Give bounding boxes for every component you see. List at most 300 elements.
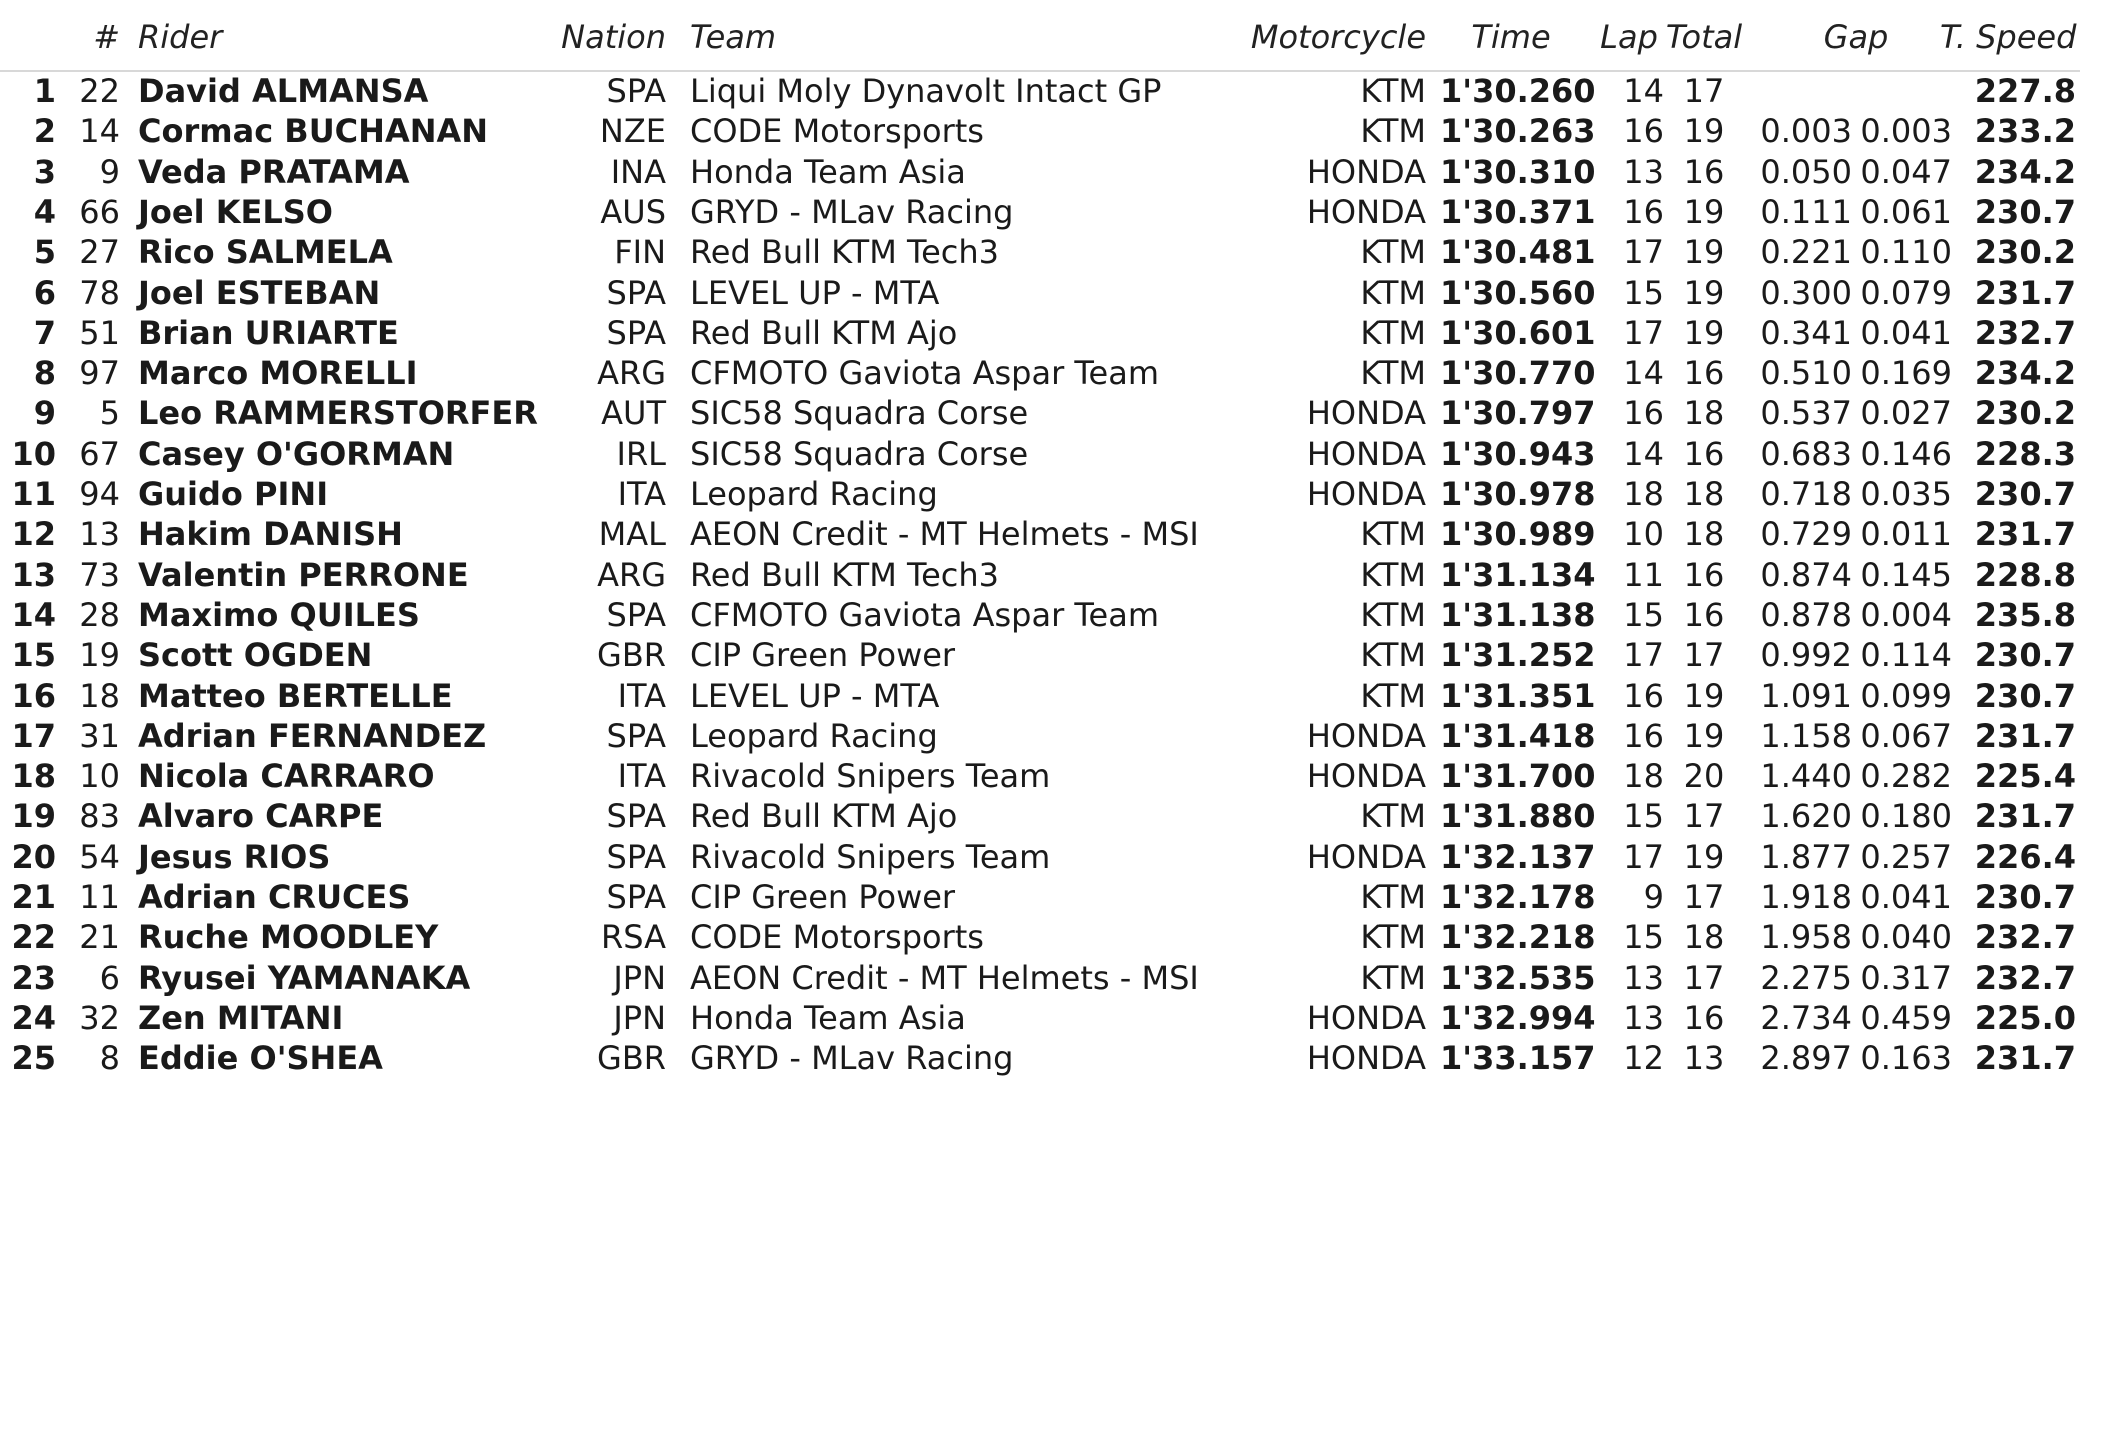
lap-time-cell: 1'32.218 [1440,918,1596,957]
rider-number-cell: 21 [79,918,120,957]
header-lap: Lap [1600,18,1658,56]
rider-number-cell: 31 [79,716,120,755]
header-team: Team [690,18,777,56]
top-speed-cell: 234.2 [1974,152,2076,191]
nation-cell: JPN [613,958,666,997]
total-laps-cell: 18 [1683,475,1725,513]
header-rider: Rider [138,18,223,56]
best-lap-cell: 9 [1643,878,1664,916]
nation-cell: SPA [606,716,666,755]
total-laps-cell: 19 [1683,676,1725,715]
motorcycle-cell: KTM [1360,555,1426,594]
motorcycle-cell: KTM [1360,676,1426,715]
lap-time-cell: 1'30.943 [1440,434,1596,473]
lap-time-cell: 1'32.178 [1440,878,1596,916]
rider-name-cell: David ALMANSA [138,72,429,110]
gap-previous-cell: 0.067 [1860,716,1952,755]
motorcycle-cell: KTM [1360,595,1426,634]
nation-cell: SPA [606,595,666,634]
rider-name-cell: Nicola CARRARO [138,757,435,796]
gap-previous-cell: 0.145 [1860,555,1952,594]
nation-cell: NZE [599,112,666,151]
motorcycle-cell: HONDA [1306,152,1426,191]
gap-first-cell: 0.874 [1760,555,1852,594]
best-lap-cell: 16 [1623,394,1664,433]
motorcycle-cell: KTM [1360,797,1426,836]
best-lap-cell: 18 [1623,757,1664,796]
lap-time-cell: 1'33.157 [1440,1039,1596,1078]
position-cell: 10 [11,434,56,473]
team-cell: GRYD - MLav Racing [690,192,1014,231]
total-laps-cell: 16 [1683,434,1725,473]
gap-first-cell: 1.091 [1760,676,1852,715]
rider-number-cell: 94 [79,475,120,513]
rider-number-cell: 8 [99,1039,120,1078]
lap-time-cell: 1'31.880 [1440,797,1596,836]
position-cell: 23 [11,958,56,997]
team-cell: Honda Team Asia [690,152,966,191]
position-cell: 6 [33,273,56,312]
rider-number-cell: 6 [99,958,120,997]
rider-number-cell: 19 [79,636,120,675]
motorcycle-cell: HONDA [1306,716,1426,755]
gap-first-cell: 0.300 [1760,273,1852,312]
header-nation: Nation [561,18,666,56]
rider-number-cell: 5 [99,394,120,433]
motorcycle-cell: KTM [1360,878,1426,916]
lap-time-cell: 1'30.989 [1440,515,1596,554]
nation-cell: GBR [597,636,666,675]
gap-previous-cell: 0.011 [1860,515,1952,554]
rider-number-cell: 11 [79,878,120,916]
position-cell: 11 [11,475,56,513]
rider-number-cell: 51 [79,313,120,352]
rider-number-cell: 18 [79,676,120,715]
gap-previous-cell: 0.079 [1860,273,1952,312]
position-cell: 5 [33,233,56,272]
rider-number-cell: 67 [79,434,120,473]
best-lap-cell: 17 [1623,233,1664,272]
top-speed-cell: 230.7 [1974,192,2076,231]
lap-time-cell: 1'30.770 [1440,354,1596,393]
motorcycle-cell: KTM [1360,515,1426,554]
header-motorcycle: Motorcycle [1250,18,1426,56]
team-cell: CODE Motorsports [690,918,984,957]
motorcycle-cell: KTM [1360,958,1426,997]
gap-first-cell: 0.221 [1760,233,1852,272]
best-lap-cell: 11 [1623,555,1664,594]
rider-number-cell: 10 [79,757,120,796]
total-laps-cell: 17 [1683,797,1725,836]
gap-first-cell: 1.620 [1760,797,1852,836]
motorcycle-cell: HONDA [1306,757,1426,796]
total-laps-cell: 18 [1683,515,1725,554]
motorcycle-cell: KTM [1360,72,1426,110]
team-cell: Honda Team Asia [690,998,966,1037]
rider-name-cell: Joel ESTEBAN [138,273,381,312]
position-cell: 12 [11,515,56,554]
rider-name-cell: Alvaro CARPE [138,797,384,836]
lap-time-cell: 1'30.260 [1440,72,1596,110]
nation-cell: AUS [600,192,666,231]
total-laps-cell: 16 [1683,998,1725,1037]
team-cell: AEON Credit - MT Helmets - MSI [690,958,1199,997]
top-speed-cell: 231.7 [1974,797,2076,836]
team-cell: GRYD - MLav Racing [690,1039,1014,1078]
gap-first-cell: 0.729 [1760,515,1852,554]
gap-previous-cell: 0.317 [1860,958,1952,997]
nation-cell: ITA [617,757,666,796]
best-lap-cell: 14 [1623,354,1664,393]
nation-cell: AUT [601,394,666,433]
rider-name-cell: Rico SALMELA [138,233,393,272]
nation-cell: SPA [606,878,666,916]
table-header [0,0,2080,72]
total-laps-cell: 20 [1683,757,1725,796]
rider-number-cell: 83 [79,797,120,836]
gap-previous-cell: 0.169 [1860,354,1952,393]
position-cell: 18 [11,757,56,796]
position-cell: 9 [33,394,56,433]
total-laps-cell: 19 [1683,192,1725,231]
lap-time-cell: 1'31.134 [1440,555,1596,594]
motorcycle-cell: HONDA [1306,394,1426,433]
gap-first-cell: 1.877 [1760,837,1852,876]
position-cell: 22 [11,918,56,957]
top-speed-cell: 226.4 [1974,837,2076,876]
top-speed-cell: 230.2 [1974,394,2076,433]
motorcycle-cell: KTM [1360,273,1426,312]
top-speed-cell: 231.7 [1974,716,2076,755]
rider-name-cell: Cormac BUCHANAN [138,112,489,151]
team-cell: CIP Green Power [690,636,956,675]
top-speed-cell: 232.7 [1974,918,2076,957]
gap-first-cell: 0.878 [1760,595,1852,634]
rider-number-cell: 9 [99,152,120,191]
gap-previous-cell: 0.041 [1860,313,1952,352]
team-cell: CFMOTO Gaviota Aspar Team [690,595,1159,634]
position-cell: 3 [33,152,56,191]
rider-number-cell: 28 [79,595,120,634]
best-lap-cell: 16 [1623,192,1664,231]
gap-previous-cell: 0.040 [1860,918,1952,957]
team-cell: CFMOTO Gaviota Aspar Team [690,354,1159,393]
team-cell: Rivacold Snipers Team [690,757,1051,796]
top-speed-cell: 225.0 [1974,998,2076,1037]
top-speed-cell: 234.2 [1974,354,2076,393]
gap-first-cell: 0.510 [1760,354,1852,393]
rider-name-cell: Guido PINI [138,475,329,513]
gap-first-cell: 0.992 [1760,636,1852,675]
nation-cell: IRL [616,434,666,473]
position-cell: 1 [33,72,56,110]
total-laps-cell: 17 [1683,878,1725,916]
position-cell: 4 [33,192,56,231]
rider-name-cell: Zen MITANI [138,998,344,1037]
position-cell: 8 [33,354,56,393]
best-lap-cell: 13 [1623,958,1664,997]
nation-cell: GBR [597,1039,666,1078]
best-lap-cell: 14 [1623,72,1664,110]
rider-name-cell: Veda PRATAMA [138,152,410,191]
total-laps-cell: 19 [1683,313,1725,352]
total-laps-cell: 18 [1683,394,1725,433]
top-speed-cell: 231.7 [1974,515,2076,554]
header-gap: Gap [1823,18,1889,56]
lap-time-cell: 1'30.263 [1440,112,1596,151]
top-speed-cell: 228.3 [1974,434,2076,473]
lap-time-cell: 1'32.137 [1440,837,1596,876]
top-speed-cell: 230.7 [1974,636,2076,675]
nation-cell: JPN [613,998,666,1037]
rider-number-cell: 78 [79,273,120,312]
total-laps-cell: 13 [1683,1039,1725,1078]
lap-time-cell: 1'32.535 [1440,958,1596,997]
motorcycle-cell: KTM [1360,636,1426,675]
best-lap-cell: 18 [1623,475,1664,513]
rider-name-cell: Scott OGDEN [138,636,373,675]
rider-name-cell: Maximo QUILES [138,595,420,634]
nation-cell: SPA [606,797,666,836]
top-speed-cell: 230.2 [1974,233,2076,272]
lap-time-cell: 1'31.700 [1440,757,1596,796]
gap-previous-cell: 0.003 [1860,112,1952,151]
best-lap-cell: 17 [1623,313,1664,352]
gap-first-cell: 0.050 [1760,152,1852,191]
lap-time-cell: 1'30.481 [1440,233,1596,272]
total-laps-cell: 17 [1683,958,1725,997]
team-cell: Leopard Racing [690,475,938,513]
total-laps-cell: 19 [1683,716,1725,755]
team-cell: SIC58 Squadra Corse [690,434,1029,473]
top-speed-cell: 231.7 [1974,273,2076,312]
motorcycle-cell: HONDA [1306,837,1426,876]
best-lap-cell: 17 [1623,636,1664,675]
team-cell: Rivacold Snipers Team [690,837,1051,876]
rider-name-cell: Adrian CRUCES [138,878,411,916]
gap-previous-cell: 0.035 [1860,475,1952,513]
motorcycle-cell: HONDA [1306,1039,1426,1078]
motorcycle-cell: KTM [1360,112,1426,151]
total-laps-cell: 16 [1683,354,1725,393]
top-speed-cell: 235.8 [1974,595,2076,634]
gap-previous-cell: 0.041 [1860,878,1952,916]
position-cell: 7 [33,313,56,352]
team-cell: Red Bull KTM Tech3 [690,555,1000,594]
best-lap-cell: 14 [1623,434,1664,473]
lap-time-cell: 1'31.252 [1440,636,1596,675]
motorcycle-cell: KTM [1360,918,1426,957]
total-laps-cell: 16 [1683,555,1725,594]
rider-number-cell: 27 [79,233,120,272]
nation-cell: RSA [600,918,666,957]
top-speed-cell: 225.4 [1974,757,2076,796]
best-lap-cell: 15 [1623,918,1664,957]
total-laps-cell: 19 [1683,112,1725,151]
best-lap-cell: 15 [1623,273,1664,312]
lap-time-cell: 1'31.351 [1440,676,1596,715]
total-laps-cell: 19 [1683,233,1725,272]
top-speed-cell: 232.7 [1974,313,2076,352]
team-cell: Liqui Moly Dynavolt Intact GP [690,72,1162,110]
gap-previous-cell: 0.163 [1860,1039,1952,1078]
lap-time-cell: 1'30.797 [1440,394,1596,433]
team-cell: CODE Motorsports [690,112,984,151]
rider-number-cell: 14 [79,112,120,151]
gap-first-cell: 0.341 [1760,313,1852,352]
position-cell: 15 [11,636,56,675]
best-lap-cell: 15 [1623,797,1664,836]
lap-time-cell: 1'30.601 [1440,313,1596,352]
rider-number-cell: 73 [79,555,120,594]
position-cell: 2 [33,112,56,151]
gap-first-cell: 0.683 [1760,434,1852,473]
lap-time-cell: 1'31.418 [1440,716,1596,755]
rider-number-cell: 13 [79,515,120,554]
nation-cell: MAL [598,515,666,554]
best-lap-cell: 13 [1623,998,1664,1037]
best-lap-cell: 16 [1623,716,1664,755]
total-laps-cell: 16 [1683,595,1725,634]
nation-cell: FIN [614,233,666,272]
total-laps-cell: 17 [1683,636,1725,675]
nation-cell: SPA [606,313,666,352]
header-top-speed: T. Speed [1940,18,2077,56]
gap-first-cell: 2.897 [1760,1039,1852,1078]
rider-number-cell: 22 [79,72,120,110]
best-lap-cell: 10 [1623,515,1664,554]
best-lap-cell: 16 [1623,676,1664,715]
gap-previous-cell: 0.180 [1860,797,1952,836]
best-lap-cell: 17 [1623,837,1664,876]
team-cell: CIP Green Power [690,878,956,916]
gap-first-cell: 1.918 [1760,878,1852,916]
header-number: # [93,18,120,56]
position-cell: 20 [11,837,56,876]
best-lap-cell: 13 [1623,152,1664,191]
rider-name-cell: Ruche MOODLEY [138,918,439,957]
top-speed-cell: 233.2 [1974,112,2076,151]
lap-time-cell: 1'30.371 [1440,192,1596,231]
table-row [0,1031,2116,1086]
lap-time-cell: 1'30.310 [1440,152,1596,191]
nation-cell: ARG [597,555,666,594]
best-lap-cell: 12 [1623,1039,1664,1078]
top-speed-cell: 227.8 [1974,72,2076,110]
position-cell: 14 [11,595,56,634]
position-cell: 13 [11,555,56,594]
position-cell: 24 [11,998,56,1037]
top-speed-cell: 230.7 [1974,878,2076,916]
gap-previous-cell: 0.114 [1860,636,1952,675]
top-speed-cell: 231.7 [1974,1039,2076,1078]
gap-first-cell: 1.958 [1760,918,1852,957]
gap-previous-cell: 0.047 [1860,152,1952,191]
total-laps-cell: 16 [1683,152,1725,191]
motorcycle-cell: KTM [1360,233,1426,272]
position-cell: 16 [11,676,56,715]
rider-name-cell: Eddie O'SHEA [138,1039,383,1078]
position-cell: 25 [11,1039,56,1078]
gap-previous-cell: 0.282 [1860,757,1952,796]
motorcycle-cell: KTM [1360,354,1426,393]
rider-name-cell: Marco MORELLI [138,354,418,393]
team-cell: AEON Credit - MT Helmets - MSI [690,515,1199,554]
total-laps-cell: 17 [1683,72,1725,110]
gap-previous-cell: 0.257 [1860,837,1952,876]
nation-cell: SPA [606,273,666,312]
lap-time-cell: 1'30.560 [1440,273,1596,312]
total-laps-cell: 18 [1683,918,1725,957]
nation-cell: SPA [606,837,666,876]
lap-time-cell: 1'30.978 [1440,475,1596,513]
rider-name-cell: Leo RAMMERSTORFER [138,394,538,433]
rider-name-cell: Valentin PERRONE [138,555,469,594]
gap-previous-cell: 0.459 [1860,998,1952,1037]
top-speed-cell: 232.7 [1974,958,2076,997]
gap-first-cell: 0.537 [1760,394,1852,433]
total-laps-cell: 19 [1683,273,1725,312]
gap-first-cell: 0.718 [1760,475,1852,513]
lap-time-cell: 1'31.138 [1440,595,1596,634]
gap-previous-cell: 0.099 [1860,676,1952,715]
rider-name-cell: Hakim DANISH [138,515,403,554]
rider-name-cell: Adrian FERNANDEZ [138,716,487,755]
total-laps-cell: 19 [1683,837,1725,876]
best-lap-cell: 15 [1623,595,1664,634]
gap-previous-cell: 0.146 [1860,434,1952,473]
top-speed-cell: 228.8 [1974,555,2076,594]
gap-first-cell: 2.275 [1760,958,1852,997]
team-cell: Red Bull KTM Ajo [690,797,958,836]
team-cell: LEVEL UP - MTA [690,676,940,715]
nation-cell: ARG [597,354,666,393]
nation-cell: INA [610,152,666,191]
top-speed-cell: 230.7 [1974,676,2076,715]
nation-cell: ITA [617,676,666,715]
lap-time-cell: 1'32.994 [1440,998,1596,1037]
gap-first-cell: 0.003 [1760,112,1852,151]
rider-name-cell: Joel KELSO [138,192,333,231]
top-speed-cell: 230.7 [1974,475,2076,513]
team-cell: LEVEL UP - MTA [690,273,940,312]
team-cell: Leopard Racing [690,716,938,755]
rider-name-cell: Brian URIARTE [138,313,399,352]
best-lap-cell: 16 [1623,112,1664,151]
gap-previous-cell: 0.027 [1860,394,1952,433]
position-cell: 21 [11,878,56,916]
gap-first-cell: 2.734 [1760,998,1852,1037]
rider-name-cell: Matteo BERTELLE [138,676,453,715]
team-cell: Red Bull KTM Ajo [690,313,958,352]
rider-name-cell: Jesus RIOS [138,837,331,876]
rider-number-cell: 54 [79,837,120,876]
nation-cell: ITA [617,475,666,513]
gap-previous-cell: 0.004 [1860,595,1952,634]
gap-first-cell: 0.111 [1760,192,1852,231]
team-cell: SIC58 Squadra Corse [690,394,1029,433]
nation-cell: SPA [606,72,666,110]
motorcycle-cell: HONDA [1306,192,1426,231]
motorcycle-cell: HONDA [1306,998,1426,1037]
gap-first-cell: 1.158 [1760,716,1852,755]
motorcycle-cell: HONDA [1306,434,1426,473]
position-cell: 19 [11,797,56,836]
header-total: Total [1665,18,1743,56]
rider-name-cell: Casey O'GORMAN [138,434,455,473]
rider-name-cell: Ryusei YAMANAKA [138,958,471,997]
header-time: Time [1471,18,1551,56]
